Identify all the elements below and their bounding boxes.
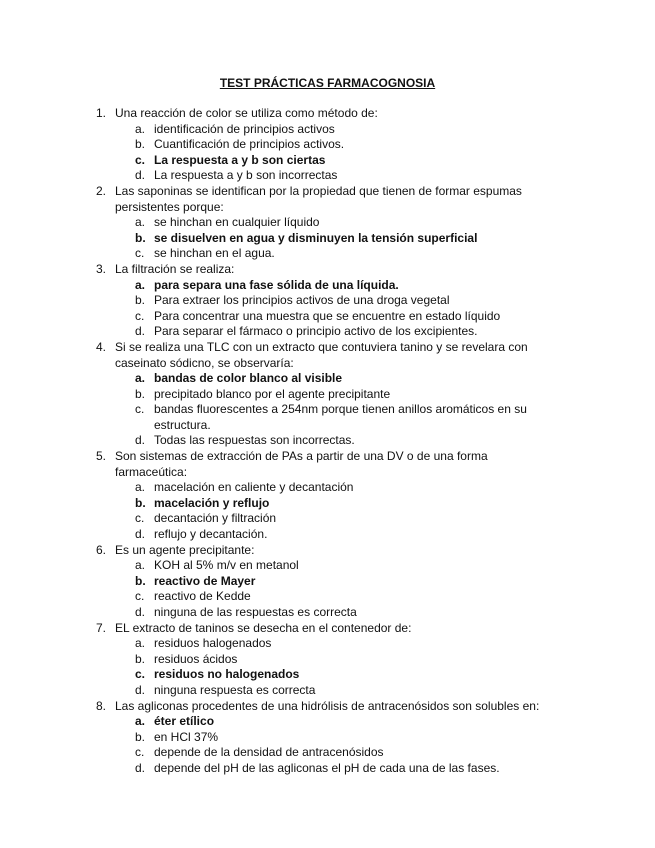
answer-option bbox=[0, 558, 655, 574]
question-item bbox=[0, 262, 655, 340]
question-item bbox=[0, 621, 655, 699]
question-number: 7. bbox=[96, 620, 107, 635]
option-text: se hinchan en cualquier líquido bbox=[154, 215, 320, 230]
option-text: bandas fluorescentes a 254nm porque tienen anillos aromáticos en su estructura. bbox=[154, 402, 527, 432]
answer-option bbox=[0, 480, 655, 496]
answer-option bbox=[0, 745, 655, 761]
option-text: Todas las respuestas son incorrectas. bbox=[154, 433, 355, 448]
answer-option bbox=[0, 231, 655, 247]
option-letter: d. bbox=[135, 324, 146, 339]
option-letter: c. bbox=[135, 246, 145, 261]
answer-options bbox=[0, 558, 655, 620]
answer-option bbox=[0, 574, 655, 590]
question-number: 2. bbox=[96, 183, 107, 198]
option-text: Cuantificación de principios activos. bbox=[154, 137, 345, 152]
correct-answer-text: macelación y reflujo bbox=[154, 495, 270, 510]
question-number: 3. bbox=[96, 261, 107, 276]
option-letter: b. bbox=[135, 729, 146, 744]
option-text: depende de la densidad de antracenósidos bbox=[154, 745, 384, 760]
option-letter: b. bbox=[135, 386, 146, 401]
option-letter: c. bbox=[135, 402, 145, 417]
answer-option bbox=[0, 605, 655, 621]
option-text: depende del pH de las agliconas el pH de cada una de las fases. bbox=[154, 760, 500, 775]
option-letter: b. bbox=[135, 230, 146, 245]
correct-answer-text: se disuelven en agua y disminuyen la tensión superficial bbox=[154, 230, 478, 245]
option-letter: c. bbox=[135, 308, 145, 323]
option-text: ninguna de las respuestas es correcta bbox=[154, 605, 357, 619]
answer-option bbox=[0, 324, 655, 340]
answer-option bbox=[0, 215, 655, 231]
answer-option bbox=[0, 137, 655, 153]
option-text: residuos halogenados bbox=[154, 636, 272, 651]
option-text: se hinchan en el agua. bbox=[154, 246, 275, 261]
question-text: La filtración se realiza: bbox=[115, 261, 235, 276]
option-text: Para extraer los principios activos de una droga vegetal bbox=[154, 293, 450, 308]
option-letter: a. bbox=[135, 277, 146, 292]
correct-answer-text: bandas de color blanco al visible bbox=[154, 371, 343, 386]
option-letter: b. bbox=[135, 651, 146, 666]
answer-option bbox=[0, 278, 655, 294]
question-list bbox=[0, 106, 655, 777]
option-letter: c. bbox=[135, 152, 146, 167]
question-text: Las agliconas procedentes de una hidrólisis de antracenósidos son solubles en: bbox=[115, 698, 540, 713]
answer-option bbox=[0, 730, 655, 746]
option-text: residuos ácidos bbox=[154, 651, 238, 666]
answer-option bbox=[0, 168, 655, 184]
option-letter: a. bbox=[135, 714, 146, 729]
answer-options bbox=[0, 636, 655, 698]
answer-option bbox=[0, 153, 655, 169]
option-letter: b. bbox=[135, 573, 146, 588]
question-item bbox=[0, 106, 655, 184]
option-letter: d. bbox=[135, 760, 146, 775]
document-title: TEST PRÁCTICAS FARMACOGNOSIA bbox=[219, 76, 436, 90]
option-text: decantación y filtración bbox=[154, 511, 277, 526]
option-text: macelación en caliente y decantación bbox=[154, 480, 354, 495]
question-text: Una reacción de color se utiliza como método de: bbox=[115, 106, 378, 120]
option-letter: d. bbox=[135, 527, 146, 542]
question-item bbox=[0, 449, 655, 543]
option-letter: d. bbox=[135, 682, 146, 697]
answer-option bbox=[0, 652, 655, 668]
answer-options bbox=[0, 278, 655, 340]
option-letter: b. bbox=[135, 495, 146, 510]
question-item bbox=[0, 543, 655, 621]
question-item bbox=[0, 340, 655, 449]
question-text: Es un agente precipitante: bbox=[115, 542, 255, 557]
answer-option bbox=[0, 433, 655, 449]
option-letter: d. bbox=[135, 168, 146, 183]
answer-option bbox=[0, 402, 655, 433]
answer-option bbox=[0, 714, 655, 730]
option-letter: d. bbox=[135, 433, 146, 448]
option-letter: c. bbox=[135, 511, 145, 526]
correct-answer-text: para separa una fase sólida de una líquida. bbox=[154, 277, 399, 292]
answer-option bbox=[0, 387, 655, 403]
option-text: KOH al 5% m/v en metanol bbox=[154, 558, 299, 573]
question-text: Si se realiza una TLC con un extracto que contuviera tanino y se revelara con caseinato sódicno, se observaría: bbox=[115, 339, 528, 370]
option-letter: d. bbox=[135, 605, 146, 619]
correct-answer-text: residuos no halogenados bbox=[154, 667, 300, 682]
option-text: identificación de principios activos bbox=[154, 121, 335, 136]
option-letter: c. bbox=[135, 589, 145, 604]
option-text: reflujo y decantación. bbox=[154, 527, 268, 542]
option-letter: a. bbox=[135, 121, 146, 136]
option-letter: b. bbox=[135, 293, 146, 308]
question-text: Son sistemas de extracción de PAs a partir de una DV o de una forma farmaceútica: bbox=[115, 449, 488, 479]
option-text: Para concentrar una muestra que se encuentre en estado líquido bbox=[154, 308, 501, 323]
correct-answer-text: reactivo de Mayer bbox=[154, 573, 256, 588]
answer-option bbox=[0, 371, 655, 387]
option-text: ninguna respuesta es correcta bbox=[154, 682, 316, 697]
answer-option bbox=[0, 527, 655, 543]
question-number: 5. bbox=[96, 449, 107, 464]
answer-options bbox=[0, 371, 655, 449]
option-letter: c. bbox=[135, 745, 145, 760]
option-letter: c. bbox=[135, 667, 146, 682]
option-text: precipitado blanco por el agente precipitante bbox=[154, 386, 391, 401]
question-number: 4. bbox=[96, 339, 107, 354]
answer-options bbox=[0, 215, 655, 262]
answer-option bbox=[0, 667, 655, 683]
answer-option bbox=[0, 309, 655, 325]
correct-answer-text: éter etílico bbox=[154, 714, 215, 729]
question-text: Las saponinas se identifican por la propiedad que tienen de formar espumas persistentes porque: bbox=[115, 183, 522, 214]
question-text: EL extracto de taninos se desecha en el contenedor de: bbox=[115, 620, 412, 635]
option-text: en HCl 37% bbox=[154, 729, 219, 744]
answer-option bbox=[0, 636, 655, 652]
option-letter: a. bbox=[135, 636, 146, 651]
option-letter: a. bbox=[135, 215, 146, 230]
question-number: 6. bbox=[96, 542, 107, 557]
option-text: reactivo de Kedde bbox=[154, 589, 251, 604]
answer-option bbox=[0, 496, 655, 512]
answer-options bbox=[0, 480, 655, 542]
answer-option bbox=[0, 589, 655, 605]
answer-option bbox=[0, 683, 655, 699]
answer-option bbox=[0, 511, 655, 527]
option-text: La respuesta a y b son incorrectas bbox=[154, 168, 338, 183]
question-item bbox=[0, 184, 655, 262]
option-letter: a. bbox=[135, 480, 146, 495]
answer-options bbox=[0, 122, 655, 184]
option-letter: a. bbox=[135, 558, 146, 573]
question-number: 8. bbox=[96, 698, 107, 713]
answer-option bbox=[0, 246, 655, 262]
option-letter: b. bbox=[135, 137, 146, 152]
option-letter: a. bbox=[135, 371, 146, 386]
correct-answer-text: La respuesta a y b son ciertas bbox=[154, 152, 326, 167]
question-number: 1. bbox=[96, 106, 107, 120]
answer-option bbox=[0, 761, 655, 777]
question-item bbox=[0, 699, 655, 777]
option-text: Para separar el fármaco o principio activo de los excipientes. bbox=[154, 324, 478, 339]
answer-option bbox=[0, 293, 655, 309]
answer-options bbox=[0, 714, 655, 776]
answer-option bbox=[0, 122, 655, 138]
